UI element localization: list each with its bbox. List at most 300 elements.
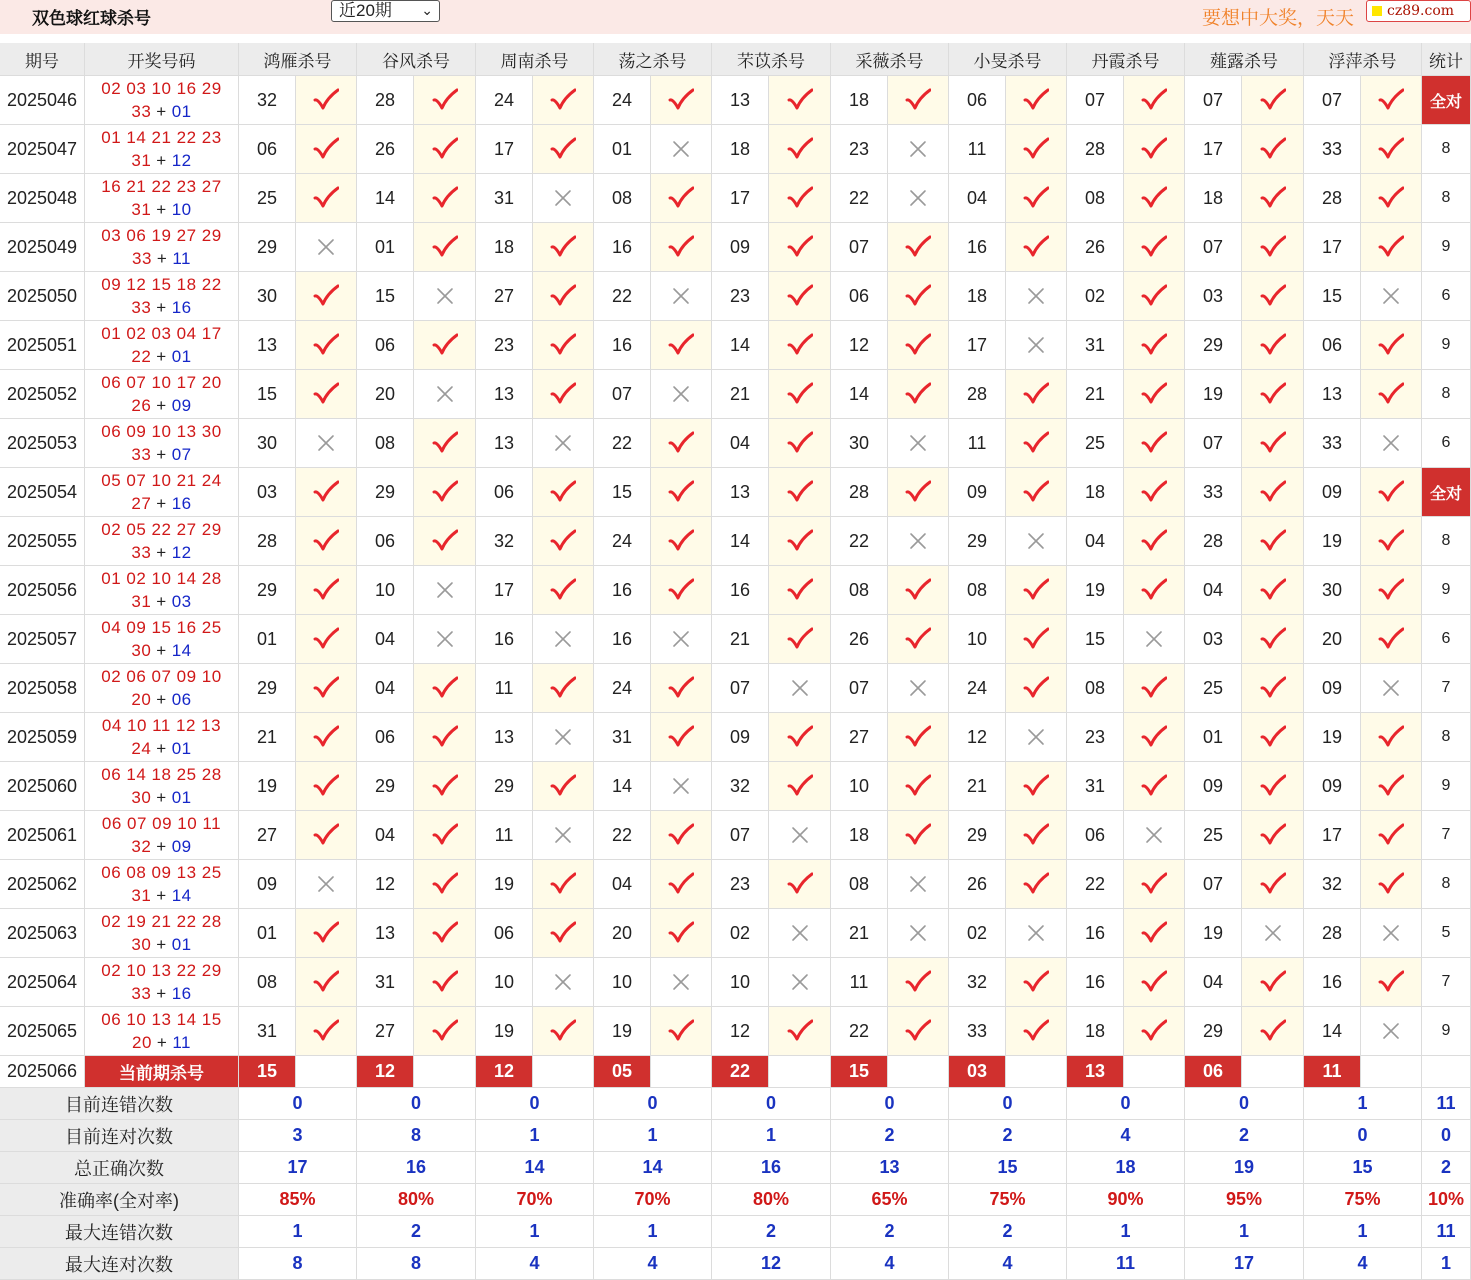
kill-number-text: 02 (966, 922, 988, 943)
kill-number (476, 909, 533, 958)
check-icon (432, 333, 458, 357)
result-correct (1242, 76, 1304, 125)
kill-number (1185, 566, 1242, 615)
kill-number-text: 33 (1202, 481, 1224, 502)
check-icon (668, 431, 694, 455)
check-icon (1141, 186, 1167, 210)
kill-number (712, 713, 769, 762)
row-stat-text: 9 (1441, 336, 1451, 353)
col-header-expert[interactable] (1067, 43, 1185, 76)
kill-number (949, 125, 1006, 174)
kill-number (594, 76, 651, 125)
result-wrong (414, 566, 476, 615)
kill-number (712, 1007, 769, 1056)
kill-number-text: 13 (256, 334, 278, 355)
check-icon (1260, 627, 1286, 651)
result-wrong (888, 174, 949, 223)
draw-line-2 (131, 737, 191, 760)
kill-number (1304, 468, 1361, 517)
current-kill-number (1067, 1056, 1124, 1088)
kill-number (712, 223, 769, 272)
kill-number-text: 09 (256, 873, 278, 894)
kill-number-text: 33 (966, 1020, 988, 1041)
col-header-expert[interactable] (357, 43, 476, 76)
summary-value-text: 4 (1357, 1253, 1368, 1273)
col-header-expert[interactable] (594, 43, 712, 76)
cross-icon (435, 580, 455, 600)
summary-value-text: 16 (760, 1157, 782, 1177)
summary-value-text: 0 (410, 1093, 421, 1113)
blue-ball: 16 (171, 298, 192, 317)
red-balls: 20 (131, 1033, 152, 1052)
summary-value (357, 1152, 476, 1184)
issue-number (0, 174, 85, 223)
check-icon (550, 774, 576, 798)
issue-number-text: 2025055 (6, 530, 78, 551)
blue-ball: 14 (171, 886, 192, 905)
kill-number-text: 25 (1202, 677, 1224, 698)
summary-value (357, 1088, 476, 1120)
kill-number (476, 174, 533, 223)
kill-number (1067, 76, 1124, 125)
red-balls: 31 (131, 886, 152, 905)
cross-icon (1381, 923, 1401, 943)
blue-ball: 14 (171, 641, 192, 660)
check-icon (787, 774, 813, 798)
col-header-expert[interactable] (476, 43, 594, 76)
result-wrong (888, 419, 949, 468)
result-correct (296, 566, 357, 615)
summary-value (1304, 1152, 1422, 1184)
red-balls: 30 (131, 935, 152, 954)
row-stat-text: 全对 (1429, 93, 1462, 111)
kill-number (1304, 370, 1361, 419)
summary-value-text: 15 (997, 1157, 1018, 1177)
period-select[interactable] (331, 0, 440, 22)
summary-value (239, 1184, 357, 1216)
check-icon (550, 921, 576, 945)
result-correct (769, 517, 831, 566)
check-icon (1260, 333, 1286, 357)
summary-value (1304, 1184, 1422, 1216)
current-kill-number (831, 1056, 888, 1088)
check-icon (1023, 676, 1049, 700)
check-icon (1023, 431, 1049, 455)
row-stat (1422, 958, 1471, 1007)
result-wrong (414, 615, 476, 664)
red-balls: 02 03 10 16 29 (101, 79, 222, 98)
kill-number (831, 615, 888, 664)
result-correct (888, 713, 949, 762)
red-balls: 01 02 03 04 17 (101, 324, 222, 343)
summary-value (831, 1216, 949, 1248)
kill-number-text: 24 (611, 89, 633, 110)
check-icon (432, 88, 458, 112)
summary-value-text: 1 (529, 1221, 540, 1241)
result-correct (296, 370, 357, 419)
red-balls: 32 (131, 837, 152, 856)
kill-number-text: 29 (374, 481, 396, 502)
result-correct (1242, 174, 1304, 223)
kill-number (1067, 370, 1124, 419)
kill-number-text: 24 (611, 677, 633, 698)
kill-number-text: 04 (1202, 579, 1224, 600)
kill-number-text: 06 (374, 530, 396, 551)
all-correct-badge (1422, 468, 1471, 517)
draw-line-1 (101, 175, 221, 198)
draw-numbers (85, 419, 239, 468)
check-icon (432, 676, 458, 700)
result-wrong (651, 272, 712, 321)
kill-number-text: 19 (493, 873, 515, 894)
page-title: 双色球红球杀号 (32, 9, 151, 28)
kill-number (594, 713, 651, 762)
summary-label-text: 最大连错次数 (65, 1222, 173, 1243)
result-correct (1361, 370, 1422, 419)
check-icon (1141, 872, 1167, 896)
summary-value-text: 16 (405, 1157, 427, 1177)
red-balls: 16 21 22 23 27 (101, 177, 222, 196)
check-icon (1378, 88, 1404, 112)
kill-number-text: 21 (848, 922, 870, 943)
cross-icon (790, 678, 810, 698)
col-header-expert[interactable] (949, 43, 1067, 76)
kill-number (1185, 713, 1242, 762)
red-balls: 24 (131, 739, 152, 758)
result-correct (1124, 321, 1185, 370)
summary-value-text: 65% (871, 1189, 908, 1209)
kill-number (1185, 664, 1242, 713)
result-correct (533, 1007, 594, 1056)
draw-line-2 (131, 590, 191, 613)
kill-number-text: 13 (374, 922, 396, 943)
kill-number-text: 15 (1084, 628, 1106, 649)
summary-stat (1422, 1216, 1471, 1248)
summary-value (476, 1184, 594, 1216)
kill-number-text: 04 (374, 677, 396, 698)
check-icon (1260, 970, 1286, 994)
cross-icon (1263, 923, 1283, 943)
check-icon (787, 578, 813, 602)
kill-number-text: 08 (848, 579, 870, 600)
kill-number-text: 16 (611, 579, 633, 600)
kill-number-text: 14 (611, 775, 633, 796)
result-wrong (1124, 811, 1185, 860)
result-correct (1124, 664, 1185, 713)
check-icon (1378, 235, 1404, 259)
current-kill-text: 13 (1084, 1061, 1106, 1081)
kill-number (949, 76, 1006, 125)
check-icon (313, 186, 339, 210)
col-header-expert[interactable] (831, 43, 949, 76)
kill-number (239, 1007, 296, 1056)
summary-value (594, 1216, 712, 1248)
check-icon (550, 137, 576, 161)
check-icon (313, 529, 339, 553)
kill-number (594, 272, 651, 321)
kill-number (476, 76, 533, 125)
kill-number (476, 1007, 533, 1056)
kill-number (949, 713, 1006, 762)
kill-number-text: 07 (1084, 89, 1106, 110)
row-stat-text: 5 (1441, 924, 1451, 941)
kill-number (594, 321, 651, 370)
kill-number-text: 32 (493, 530, 515, 551)
draw-line-1 (102, 812, 221, 835)
col-header-expert[interactable] (239, 43, 357, 76)
kill-number (239, 223, 296, 272)
draw-line-1 (101, 469, 221, 492)
kill-number-text: 22 (611, 824, 633, 845)
kill-number (831, 468, 888, 517)
result-wrong (769, 909, 831, 958)
kill-number-text: 06 (374, 334, 396, 355)
kill-number-text: 09 (1321, 677, 1343, 698)
check-icon (550, 578, 576, 602)
kill-number-text: 06 (374, 726, 396, 747)
kill-number-text: 24 (611, 530, 633, 551)
plus-sign: + (156, 543, 167, 562)
kill-number-text: 04 (966, 187, 988, 208)
kill-number-text: 14 (1321, 1020, 1343, 1041)
kill-number (1067, 174, 1124, 223)
kill-number-text: 06 (493, 922, 515, 943)
summary-value-text: 0 (1238, 1093, 1249, 1113)
kill-number-text: 30 (848, 432, 870, 453)
issue-number (0, 860, 85, 909)
check-icon (787, 1019, 813, 1043)
check-icon (1141, 725, 1167, 749)
kill-number (239, 762, 296, 811)
kill-number-text: 12 (966, 726, 988, 747)
cross-icon (1026, 335, 1046, 355)
current-kill-spacer (1361, 1056, 1422, 1088)
summary-label-text: 目前连对次数 (65, 1126, 173, 1147)
row-stat-text: 6 (1441, 434, 1451, 451)
kill-number (239, 370, 296, 419)
kill-number (476, 615, 533, 664)
check-icon (1260, 235, 1286, 259)
red-balls: 04 09 15 16 25 (101, 618, 222, 637)
kill-number-text: 21 (256, 726, 278, 747)
summary-label-text: 最大连对次数 (65, 1254, 173, 1275)
result-correct (1124, 125, 1185, 174)
check-icon (550, 284, 576, 308)
summary-value (357, 1248, 476, 1280)
plus-sign: + (156, 445, 167, 464)
kill-number (357, 321, 414, 370)
summary-value-text: 4 (647, 1253, 658, 1273)
cross-icon (1026, 286, 1046, 306)
kill-number (949, 566, 1006, 615)
plus-sign: + (156, 200, 167, 219)
col-header-expert[interactable] (712, 43, 831, 76)
result-correct (888, 1007, 949, 1056)
check-icon (1023, 88, 1049, 112)
check-icon (905, 823, 931, 847)
result-correct (1242, 321, 1304, 370)
summary-value (712, 1248, 831, 1280)
cross-icon (1144, 629, 1164, 649)
check-icon (550, 676, 576, 700)
kill-number (594, 223, 651, 272)
kill-number (949, 517, 1006, 566)
plus-sign: + (156, 690, 167, 709)
summary-value-text: 0 (529, 1093, 540, 1113)
summary-value-text: 1 (1357, 1221, 1368, 1241)
result-correct (296, 615, 357, 664)
issue-number (0, 762, 85, 811)
check-icon (550, 88, 576, 112)
check-icon (1023, 480, 1049, 504)
kill-number (831, 762, 888, 811)
result-correct (651, 713, 712, 762)
col-header-expert[interactable] (1304, 43, 1422, 76)
kill-number-text: 18 (1202, 187, 1224, 208)
check-icon (787, 186, 813, 210)
kill-number-text: 03 (256, 481, 278, 502)
plus-sign: + (156, 298, 167, 317)
kill-number (476, 958, 533, 1007)
draw-line-2 (131, 835, 191, 858)
kill-number-text: 06 (256, 138, 278, 159)
result-correct (1124, 713, 1185, 762)
kill-number-text: 31 (256, 1020, 278, 1041)
cross-icon (553, 727, 573, 747)
check-icon (905, 480, 931, 504)
cross-icon (316, 874, 336, 894)
kill-number (831, 419, 888, 468)
result-correct (296, 958, 357, 1007)
draw-numbers (85, 566, 239, 615)
kill-number-text: 15 (256, 383, 278, 404)
draw-numbers (85, 468, 239, 517)
result-correct (769, 468, 831, 517)
summary-value (949, 1248, 1067, 1280)
row-stat-text: 6 (1441, 630, 1451, 647)
col-header-label: 开奖号码 (127, 51, 196, 71)
row-stat-text: 7 (1441, 679, 1451, 696)
result-correct (651, 419, 712, 468)
result-correct (1006, 174, 1067, 223)
summary-value-text: 12 (760, 1253, 782, 1273)
summary-value (594, 1248, 712, 1280)
result-correct (1124, 76, 1185, 125)
check-icon (550, 872, 576, 896)
kill-number (594, 566, 651, 615)
result-wrong (888, 909, 949, 958)
draw-numbers (85, 909, 239, 958)
result-correct (1124, 909, 1185, 958)
row-stat (1422, 321, 1471, 370)
blue-ball: 09 (171, 837, 192, 856)
site-badge[interactable] (1366, 0, 1471, 22)
check-icon (1141, 578, 1167, 602)
kill-number-text: 19 (1202, 922, 1224, 943)
check-icon (432, 529, 458, 553)
current-kill-spacer (296, 1056, 357, 1088)
blue-ball: 12 (171, 543, 192, 562)
result-wrong (533, 811, 594, 860)
check-icon (787, 88, 813, 112)
kill-number (476, 223, 533, 272)
kill-number-text: 29 (256, 579, 278, 600)
row-stat-text: 9 (1441, 1022, 1451, 1039)
draw-line-1 (101, 763, 221, 786)
cross-icon (671, 286, 691, 306)
col-header-label: 薤露杀号 (1210, 51, 1278, 71)
summary-label (0, 1248, 239, 1280)
kill-number-text: 09 (729, 236, 751, 257)
summary-value-text: 4 (1002, 1253, 1013, 1273)
kill-number-text: 13 (1321, 383, 1343, 404)
current-kill-spacer (1124, 1056, 1185, 1088)
kill-number-text: 19 (1084, 579, 1106, 600)
plus-sign: + (156, 739, 167, 758)
check-icon (668, 1019, 694, 1043)
row-stat-text: 9 (1441, 777, 1451, 794)
result-correct (1006, 223, 1067, 272)
issue-number (0, 272, 85, 321)
col-header-label: 小旻杀号 (973, 51, 1042, 71)
check-icon (1141, 431, 1167, 455)
result-wrong (414, 370, 476, 419)
kill-number-text: 18 (848, 824, 870, 845)
check-icon (313, 480, 339, 504)
result-wrong (1124, 615, 1185, 664)
draw-numbers (85, 223, 239, 272)
result-correct (1124, 762, 1185, 811)
check-icon (313, 627, 339, 651)
result-wrong (533, 419, 594, 468)
check-icon (432, 235, 458, 259)
row-stat (1422, 419, 1471, 468)
kill-number-text: 04 (611, 873, 633, 894)
check-icon (1378, 382, 1404, 406)
kill-number (1067, 1007, 1124, 1056)
kill-number-text: 23 (1084, 726, 1106, 747)
check-icon (1260, 284, 1286, 308)
kill-number (1185, 125, 1242, 174)
kill-number-text: 04 (374, 628, 396, 649)
col-header-expert[interactable] (1185, 43, 1304, 76)
kill-number-text: 07 (1202, 873, 1224, 894)
kill-number-text: 30 (256, 432, 278, 453)
kill-number-text: 33 (1321, 138, 1343, 159)
kill-number-text: 31 (611, 726, 633, 747)
summary-value-text: 0 (647, 1093, 658, 1113)
kill-number-text: 22 (848, 187, 870, 208)
current-kill-text: 22 (729, 1061, 751, 1081)
summary-value (949, 1088, 1067, 1120)
draw-numbers (85, 1007, 239, 1056)
col-header-issue (0, 43, 85, 76)
kill-number-text: 01 (374, 236, 396, 257)
kill-number (594, 174, 651, 223)
summary-value (239, 1216, 357, 1248)
kill-number-text: 16 (611, 628, 633, 649)
red-balls: 33 (131, 249, 152, 268)
summary-value (1304, 1216, 1422, 1248)
result-correct (414, 468, 476, 517)
check-icon (668, 578, 694, 602)
result-correct (1242, 958, 1304, 1007)
kill-number (476, 664, 533, 713)
kill-number (1185, 272, 1242, 321)
kill-number (831, 664, 888, 713)
summary-value (949, 1120, 1067, 1152)
kill-number (949, 174, 1006, 223)
